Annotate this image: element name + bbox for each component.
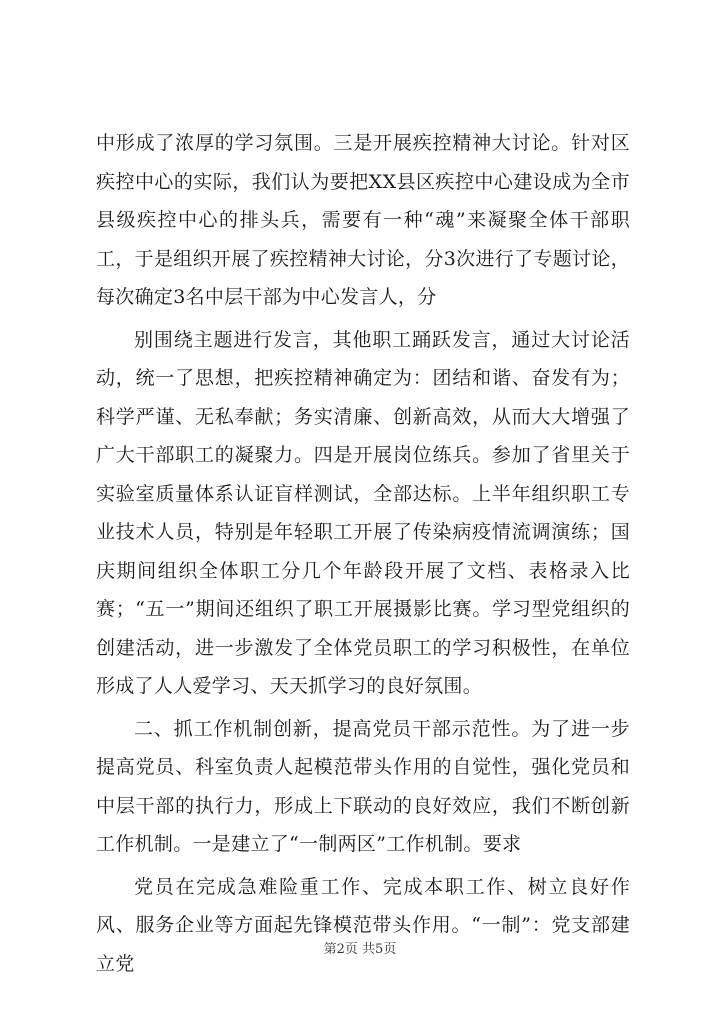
page-number-footer: 第2页 共5页 bbox=[323, 942, 397, 957]
paragraph-1: 中形成了浓厚的学习氛围。三是开展疾控精神大讨论。针对区疾控中心的实际，我们认为要把XX县区疾控中心建设成为全市县级疾控中心的排头兵，需要有一种“魂”来凝聚全体干部职工，于是组织开展了疾控精神大讨论，分3次进行了专题讨论，每次确定3名中层干部为中心发言人，分 bbox=[96, 132, 630, 308]
document-body bbox=[96, 124, 630, 983]
paragraph-3: 二、抓工作机制创新，提高党员干部示范性。为了进一步提高党员、科室负责人起模范带头作用的自觉性，强化党员和中层干部的执行力，形成上下联动的良好效应，我们不断创新工作机制。一是建立了“一制两区”工作机制。要求 bbox=[96, 717, 630, 855]
paragraph-4: 党员在完成急难险重工作、完成本职工作、树立良好作风、服务企业等方面起先锋模范带头作用。“一制”：党支部建立党 bbox=[96, 875, 630, 975]
paragraph-2: 别围绕主题进行发言，其他职工踊跃发言，通过大讨论活动，统一了思想，把疾控精神确定为：团结和谐、奋发有为；科学严谨、无私奉献；务实清廉、创新高效，从而大大增强了广大干部职工的凝聚力。四是开展岗位练兵。参加了省里关于实验室质量体系认证盲样测试，全部达标。上半年组织职工专业技术人员，特别是年轻职工开展了传染病疫情流调演练；国庆期间组织全体职工分几个年龄段开展了文档、表格录入比赛；“五一”期间还组织了职工开展摄影比赛。学习型党组织的创建活动，进一步激发了全体党员职工的学习积极性，在单位形成了人人爱学习、天天抓学习的良好氛围。 bbox=[96, 328, 630, 697]
